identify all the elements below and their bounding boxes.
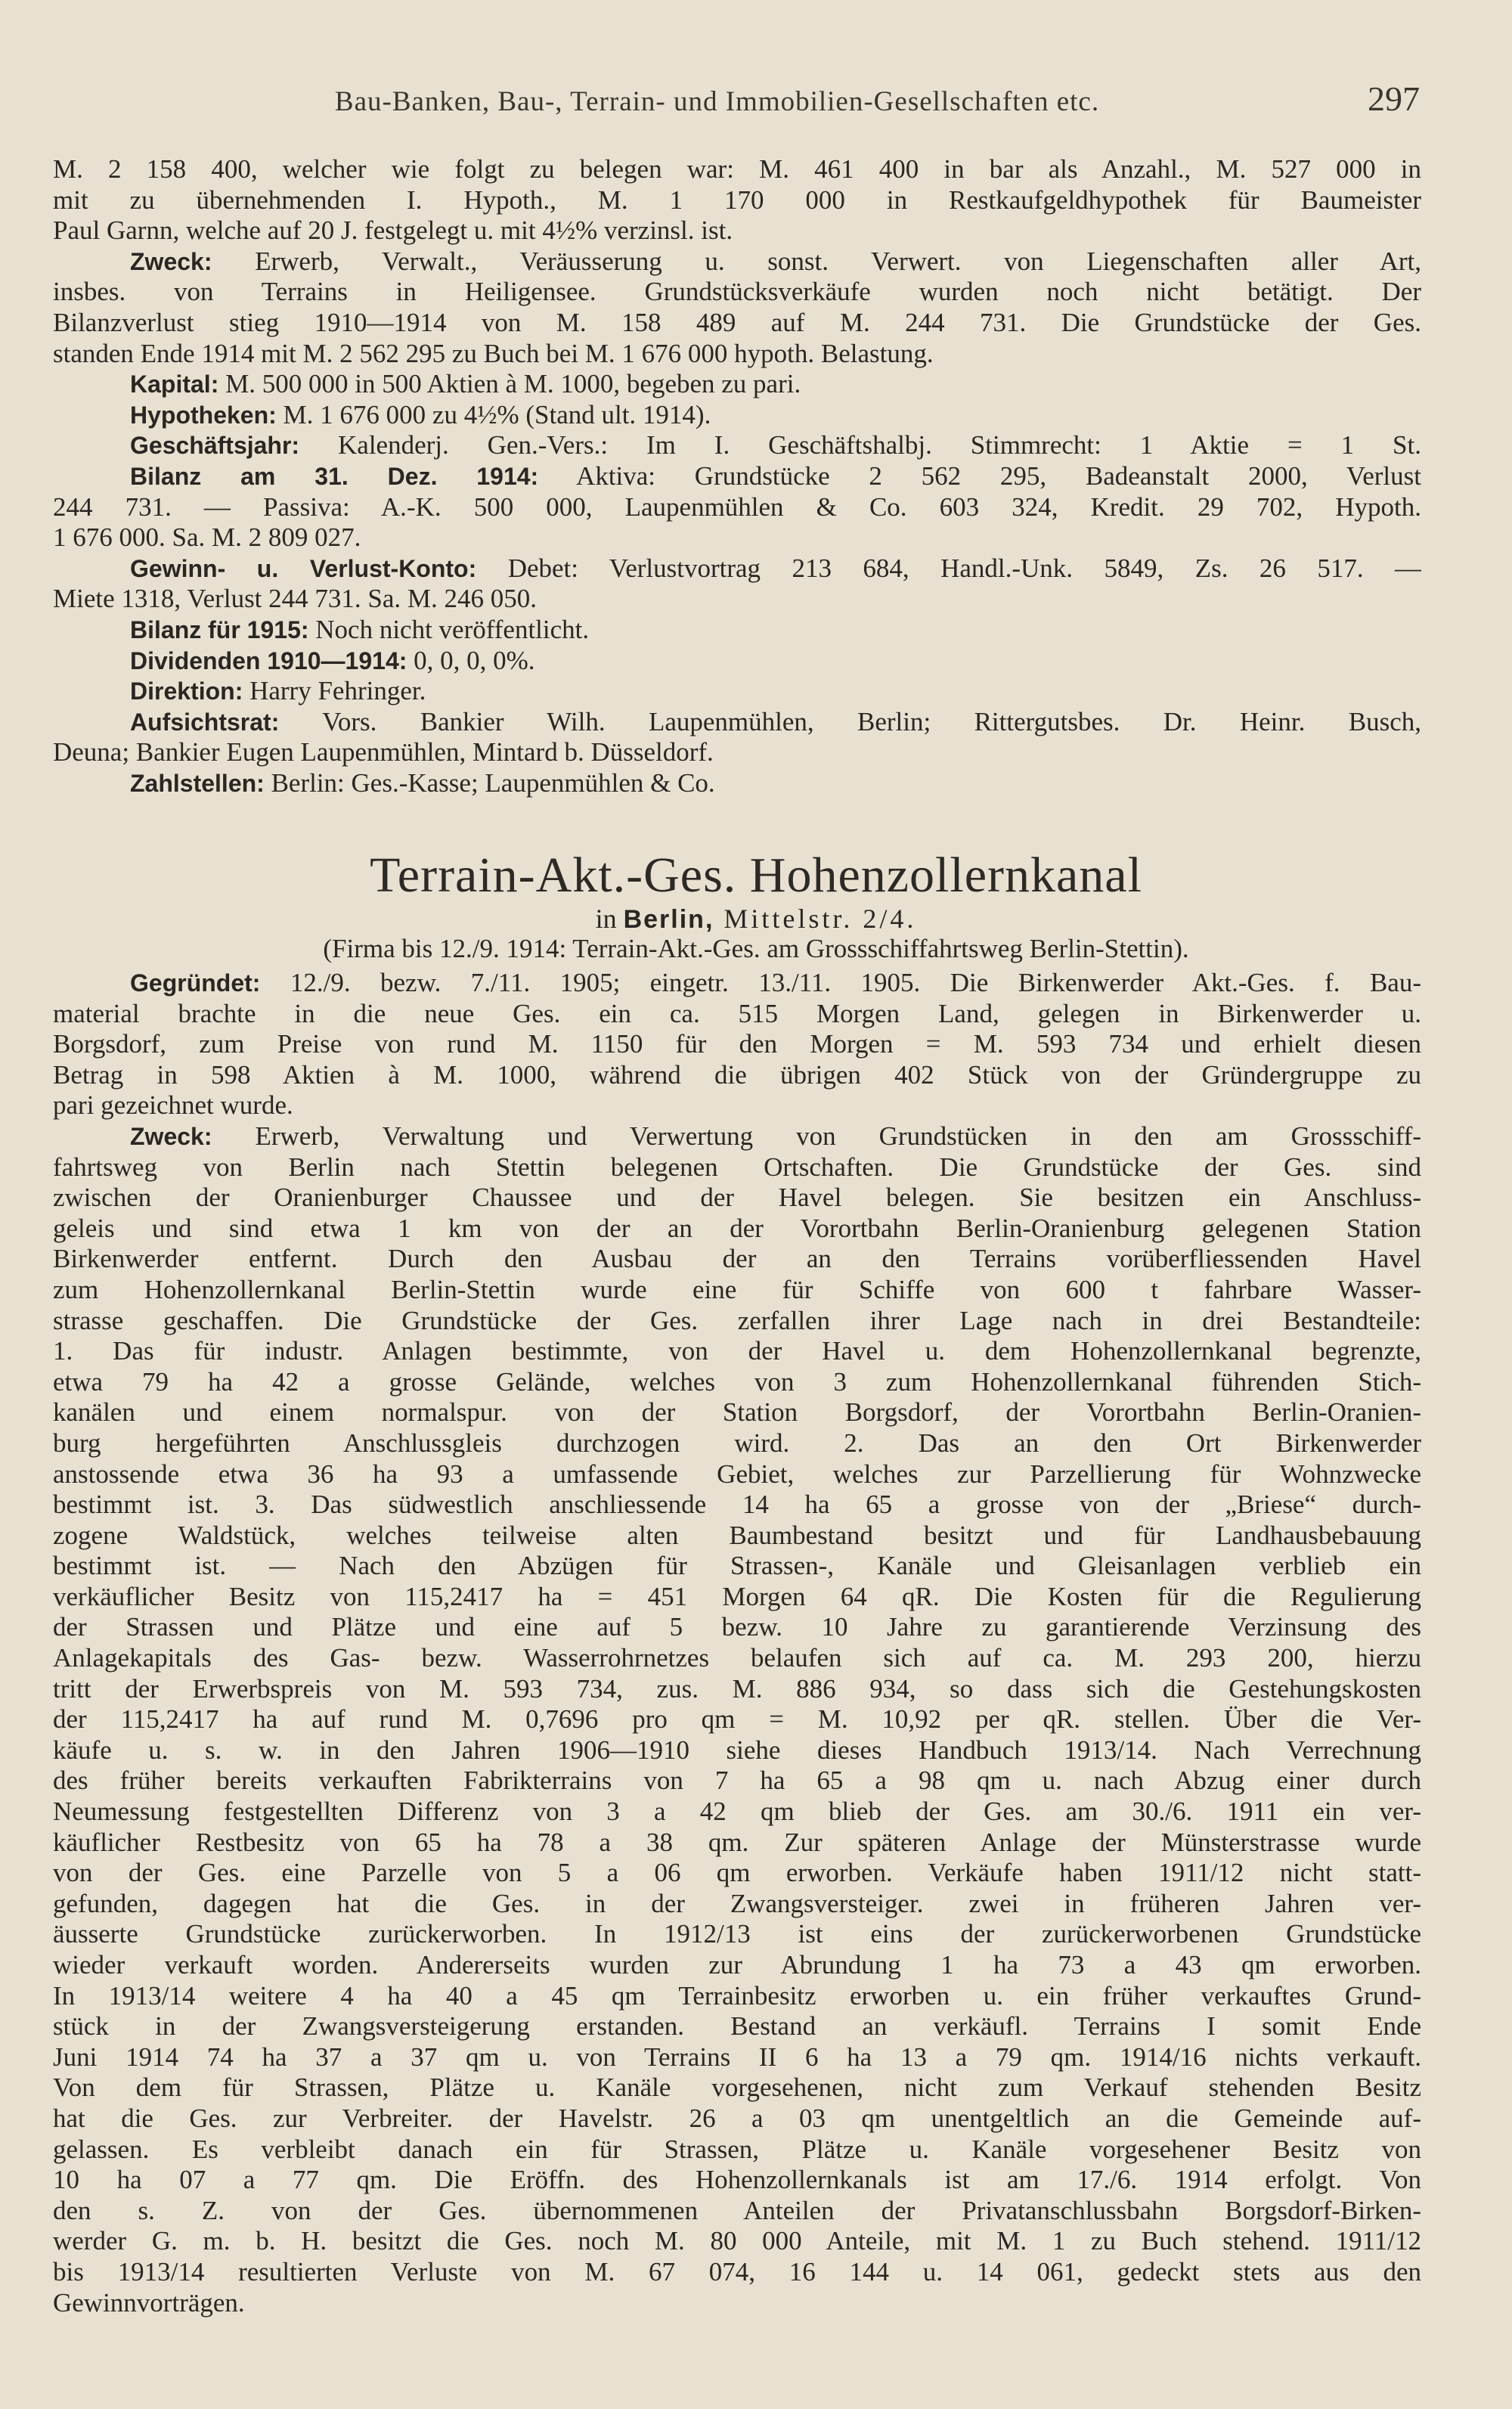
balance-line: Bilanz am 31. Dez. 1914: Aktiva: Grundstücke 2 562 295, Badeanstalt 2000, Verlust <box>130 460 1421 491</box>
founded-line: Gegründet: 12./9. bezw. 7./11. 1905; eingetr. 13./11. 1905. Die Birkenwerder Akt.-Ges. f. Bau- <box>130 968 1421 997</box>
capital-line: Kapital: M. 500 000 in 500 Aktien à M. 1000, begeben zu pari. <box>130 369 801 399</box>
company-location: in Berlin, Mittelstr. 2/4. <box>595 904 917 934</box>
text-line: Juni 1914 74 ha 37 a 37 qm u. von Terrains II 6 ha 13 a 79 qm. 1914/16 nichts verkauft. <box>53 2042 1421 2072</box>
text-line: der 115,2417 ha auf rund M. 0,7696 pro qm = M. 10,92 per qR. stellen. Über die Ver- <box>53 1704 1421 1735</box>
text-line: den s. Z. von der Ges. übernommenen Anteilen der Privatanschlussbahn Borgsdorf-Birken- <box>53 2195 1421 2225</box>
text-line: etwa 79 ha 42 a grosse Gelände, welches von 3 zum Hohenzollernkanal führenden Stich- <box>53 1366 1421 1397</box>
text-line: 10 ha 07 a 77 qm. Die Eröffn. des Hohenzollernkanals ist am 17./6. 1914 erfolgt. Von <box>53 2165 1421 2195</box>
company-title: Terrain-Akt.-Ges. Hohenzollernkanal <box>370 848 1142 903</box>
text-line: bestimmt ist. — Nach den Abzügen für Strassen-, Kanäle und Gleisanlagen verblieb ein <box>53 1551 1421 1581</box>
text-line: burg hergeführten Anschlussgleis durchzogen wird. 2. Das an den Ort Birkenwerder <box>53 1428 1421 1458</box>
text-line: zum Hohenzollernkanal Berlin-Stettin wurde eine für Schiffe von 600 t fahrbare Wasser- <box>53 1274 1421 1304</box>
text-line: material brachte in die neue Ges. ein ca. 515 Morgen Land, gelegen in Birkenwerder u. <box>53 998 1421 1028</box>
text-line: kanälen und einem normalspur. von der Station Borgsdorf, der Vorortbahn Berlin-Oranien- <box>53 1397 1421 1428</box>
previous-company-section <box>53 154 1421 798</box>
text-line: Neumessung festgestellten Differenz von 3 a 42 qm blieb der Ges. am 30./6. 1911 ein ver- <box>53 1797 1421 1827</box>
text-line: tritt der Erwerbspreis von M. 593 734, zus. M. 886 934, so dass sich die Gestehungskosten <box>53 1673 1421 1704</box>
text-line: zwischen der Oranienburger Chaussee und der Havel belegen. Sie besitzen ein Anschluss- <box>53 1183 1421 1213</box>
text-line: hat die Ges. zur Verbreiter. der Havelstr. 26 a 03 qm unentgeltlich an die Gemeinde auf- <box>53 2103 1421 2133</box>
text-line: äusserte Grundstücke zurückerworben. In 1912/13 ist eins der zurückerworbenen Grundstücke <box>53 1919 1421 1949</box>
paying-agents-line: Zahlstellen: Berlin: Ges.-Kasse; Laupenmühlen & Co. <box>130 767 715 798</box>
text-line: insbes. von Terrains in Heiligensee. Grundstücksverkäufe wurden noch nicht betätigt. Der <box>53 277 1421 307</box>
company-section <box>53 968 1421 2349</box>
company-former-name: (Firma bis 12./9. 1914: Terrain-Akt.-Ges. am Grossschiffahrtsweg Berlin-Stettin). <box>323 934 1189 963</box>
text-line: wieder verkauft worden. Andererseits wurden zur Abrundung 1 ha 73 a 43 qm erworben. <box>53 1950 1421 1980</box>
text-line: pari gezeichnet wurde. <box>53 1090 293 1121</box>
dividends-line: Dividenden 1910—1914: 0, 0, 0, 0%. <box>130 645 535 675</box>
text-line: von der Ges. eine Parzelle von 5 a 06 qm erworben. Verkäufe haben 1911/12 nicht statt- <box>53 1858 1421 1888</box>
text-line: stück in der Zwangsversteigerung erstanden. Bestand an verkäufl. Terrains I somit Ende <box>53 2011 1421 2042</box>
text-line: des früher bereits verkauften Fabrikterrains von 7 ha 65 a 98 qm u. nach Abzug einer durch <box>53 1766 1421 1796</box>
supervisory-board-line: Aufsichtsrat: Vors. Bankier Wilh. Laupenmühlen, Berlin; Rittergutsbes. Dr. Heinr. Busch, <box>130 706 1421 736</box>
text-line: bestimmt ist. 3. Das südwestlich anschliessende 14 ha 65 a grosse von der „Briese“ durch- <box>53 1490 1421 1520</box>
text-line: gelassen. Es verbleibt danach ein für Strassen, Plätze u. Kanäle vorgesehener Besitz von <box>53 2134 1421 2164</box>
text-line: der Strassen und Plätze und eine auf 5 bezw. 10 Jahre zu garantierende Verzinsung des <box>53 1612 1421 1642</box>
management-line: Direktion: Harry Fehringer. <box>130 676 426 706</box>
text-line: bis 1913/14 resultierten Verluste von M. 67 074, 16 144 u. 14 061, gedeckt stets aus den <box>53 2256 1421 2287</box>
text-line: käuflicher Restbesitz von 65 ha 78 a 38 qm. Zur späteren Anlage der Münsterstrasse wurde <box>53 1827 1421 1857</box>
text-line: M. 2 158 400, welcher wie folgt zu belegen war: M. 461 400 in bar als Anzahl., M. 527 000 in <box>53 154 1421 184</box>
text-line: anstossende etwa 36 ha 93 a umfassende Gebiet, welches zur Parzellierung für Wohnzwecke <box>53 1459 1421 1489</box>
text-line: standen Ende 1914 mit M. 2 562 295 zu Buch bei M. 1 676 000 hypoth. Belastung. <box>53 338 934 368</box>
text-line: Birkenwerder entfernt. Durch den Ausbau der an den Terrains vorüberfliessenden Havel <box>53 1244 1421 1274</box>
text-line: gefunden, dagegen hat die Ges. in der Zwangsversteiger. zwei in früheren Jahren ver- <box>53 1888 1421 1918</box>
text-line: werder G. m. b. H. besitzt die Ges. noch M. 80 000 Anteile, mit M. 1 zu Buch stehend. 1911/12 <box>53 2226 1421 2256</box>
text-line: 1 676 000. Sa. M. 2 809 027. <box>53 522 361 553</box>
text-line: verkäuflicher Besitz von 115,2417 ha = 451 Morgen 64 qR. Die Kosten für die Regulierung <box>53 1581 1421 1611</box>
text-line: fahrtsweg von Berlin nach Stettin belegenen Ortschaften. Die Grundstücke der Ges. sind <box>53 1152 1421 1182</box>
text-line: In 1913/14 weitere 4 ha 40 a 45 qm Terrainbesitz erworben u. ein früher verkauftes Grund- <box>53 1980 1421 2011</box>
text-line: Deuna; Bankier Eugen Laupenmühlen, Mintard b. Düsseldorf. <box>53 737 714 767</box>
text-line: Bilanzverlust stieg 1910—1914 von M. 158 489 auf M. 244 731. Die Grundstücke der Ges. <box>53 307 1421 337</box>
purpose-line: Zweck: Erwerb, Verwalt., Veräusserung u. sonst. Verwert. von Liegenschaften aller Art, <box>130 246 1421 276</box>
text-line: zogene Waldstück, welches teilweise alten Baumbestand besitzt und für Landhausbebauung <box>53 1520 1421 1550</box>
running-header <box>67 79 1427 124</box>
text-line: geleis und sind etwa 1 km von der an der Vorortbahn Berlin-Oranienburg gelegenen Station <box>53 1213 1421 1243</box>
text-line: Paul Garnn, welche auf 20 J. festgelegt u. mit 4½% verzinsl. ist. <box>53 215 733 246</box>
text-line: mit zu übernehmenden I. Hypoth., M. 1 170 000 in Restkaufgeldhypothek für Baumeister <box>53 184 1421 215</box>
profit-loss-line: Gewinn- u. Verlust-Konto: Debet: Verlustvortrag 213 684, Handl.-Unk. 5849, Zs. 26 517. — <box>130 553 1421 583</box>
text-line: Von dem für Strassen, Plätze u. Kanäle vorgesehenen, nicht zum Verkauf stehenden Besitz <box>53 2073 1421 2103</box>
text-line: Anlagekapitals des Gas- bezw. Wasserrohrnetzes belaufen sich auf ca. M. 293 200, hierzu <box>53 1643 1421 1673</box>
text-line: 1. Das für industr. Anlagen bestimmte, von der Havel u. dem Hohenzollernkanal begrenzte, <box>53 1336 1421 1366</box>
text-line: Miete 1318, Verlust 244 731. Sa. M. 246 050. <box>53 584 538 614</box>
text-line <box>53 2318 1421 2349</box>
text-line: Betrag in 598 Aktien à M. 1000, während die übrigen 402 Stück von der Gründergruppe zu <box>53 1059 1421 1090</box>
mortgage-line: Hypotheken: M. 1 676 000 zu 4½% (Stand ult. 1914). <box>130 399 711 429</box>
balance-1915-line: Bilanz für 1915: Noch nicht veröffentlicht. <box>130 614 590 644</box>
text-line: strasse geschaffen. Die Grundstücke der Ges. zerfallen ihrer Lage nach in drei Bestandteile: <box>53 1305 1421 1335</box>
purpose-line: Zweck: Erwerb, Verwaltung und Verwertung von Grundstücken in den am Grossschiff- <box>130 1121 1421 1151</box>
header-title: Bau-Banken, Bau-, Terrain- und Immobilien-Gesellschaften etc. <box>334 86 1100 117</box>
text-line: Gewinnvorträgen. <box>53 2287 245 2318</box>
page-number: 297 <box>1368 79 1420 118</box>
text-line: Borgsdorf, zum Preise von rund M. 1150 für den Morgen = M. 593 734 und erhielt diesen <box>53 1029 1421 1059</box>
fiscal-year-line: Geschäftsjahr: Kalenderj. Gen.-Vers.: Im I. Geschäftshalbj. Stimmrecht: 1 Aktie = 1 St. <box>130 430 1421 460</box>
text-line: käufe u. s. w. in den Jahren 1906—1910 siehe dieses Handbuch 1913/14. Nach Verrechnung <box>53 1735 1421 1765</box>
text-line: 244 731. — Passiva: A.-K. 500 000, Laupenmühlen & Co. 603 324, Kredit. 29 702, Hypoth. <box>53 491 1421 522</box>
